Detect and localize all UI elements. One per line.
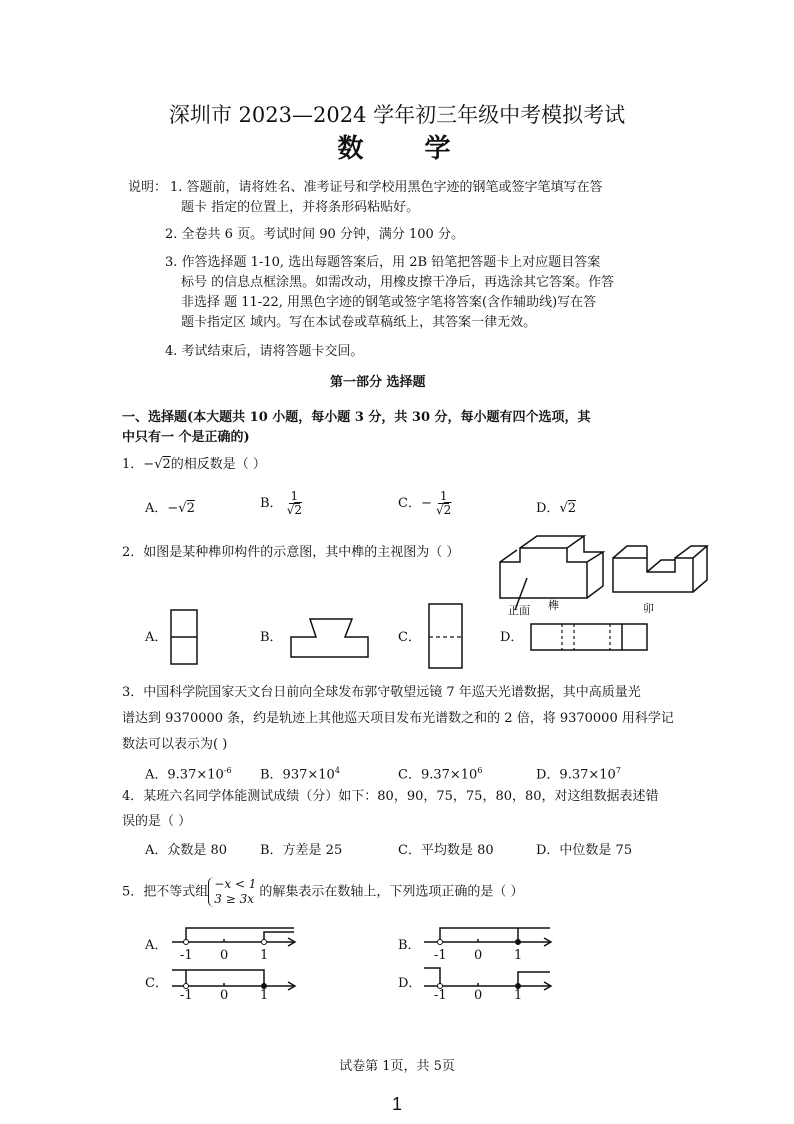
instruction-1b: 题卡 指定的位置上，并将条形码粘贴好。 (181, 200, 420, 215)
page-number: 1 (391, 1094, 402, 1114)
q1-option-d[interactable]: D．√2 (536, 501, 577, 516)
section-intro-b: 中只有一 个是正确的) (122, 430, 250, 445)
instruction-4: 4. 考试结束后，请将答题卡交回。 (165, 344, 364, 359)
label-front: 正面 (508, 604, 530, 617)
q2-option-c-label[interactable]: C． (398, 630, 421, 645)
label-mortise: 卯 (643, 602, 654, 615)
section-intro-a: 一、选择题(本大题共 10 小题，每小题 3 分，共 30 分，每小题有四个选项，其 (122, 410, 591, 425)
question-3-line1: 3．中国科学院国家天文台日前向全球发布郭守敬望远镜 7 年巡天光谱数据，其中高质量光 (122, 685, 641, 700)
q2-option-a-figure[interactable] (170, 609, 200, 665)
tenon-shape (500, 536, 603, 598)
q5-option-a-label[interactable]: A． (145, 938, 168, 953)
q4-option-b[interactable]: B．方差是 25 (260, 843, 343, 858)
q1-stem: 的相反数是（ ） (170, 457, 266, 472)
q3-option-d[interactable]: D．$9.37\times 10^7$ (536, 766, 621, 783)
question-4-line2: 误的是（ ） (122, 814, 192, 829)
q2-option-d-figure[interactable] (530, 623, 650, 653)
q2-option-b-label[interactable]: B． (260, 630, 283, 645)
q4-option-a[interactable]: A．众数是 80 (145, 843, 228, 858)
q1-option-a[interactable]: A．−√2 (145, 501, 195, 516)
instruction-2: 2. 全卷共 6 页。考试时间 90 分钟，满分 100 分。 (165, 227, 464, 242)
q3-option-c[interactable]: C．$9.37\times 10^6$ (398, 766, 483, 783)
inequality-system: −x < 1 3 ≥ 3x (208, 877, 259, 907)
instruction-3c: 非选择 题 11-22, 用黑色字迹的钢笔或签字笔将答案(含作辅助线)写在答 (181, 295, 597, 310)
question-3-line2: 谱达到 9370000 条，约是轨迹上其他巡天项目发布光谱数之和的 2 倍，将 9370000 用科学记 (122, 711, 674, 726)
instruction-3b: 标号 的信息点框涂黑。如需改动，用橡皮擦干净后，再选涂其它答案。作答 (181, 275, 615, 290)
q4-option-c[interactable]: C．平均数是 80 (398, 843, 494, 858)
q5-option-d-label[interactable]: D． (398, 976, 422, 991)
fraction: $\frac{1}{√2}$ (286, 489, 302, 517)
question-3-line3: 数法可以表示为( ) (122, 737, 228, 752)
instruction-3d: 题卡指定区 域内。写在本试卷或草稿纸上，其答案一律无效。 (181, 315, 537, 330)
question-1: 1．−√2的相反数是（ ） (122, 457, 266, 472)
q2-option-b-figure[interactable] (290, 617, 370, 659)
q3-option-b[interactable]: B．$937\times 10^4$ (260, 766, 340, 783)
sqrt-sign: √ (154, 457, 163, 472)
q5-option-b-label[interactable]: B． (398, 938, 421, 953)
subject-title: 数 学 (337, 134, 477, 164)
q1-option-b[interactable]: B． $\frac{1}{√2}$ (260, 489, 302, 517)
exam-title: 深圳市 2023—2024 学年初三年级中考模拟考试 (168, 103, 626, 127)
q2-option-c-figure[interactable] (428, 603, 464, 669)
q1-number: 1． (122, 457, 144, 472)
q2-option-a-label[interactable]: A． (145, 630, 168, 645)
tenon-mortise-figure (495, 530, 715, 610)
q5-option-c-label[interactable]: C． (145, 976, 168, 991)
q1-option-c[interactable]: C．− $\frac{1}{√2}$ (398, 489, 452, 517)
section-title: 第一部分 选择题 (330, 375, 426, 390)
page-info: 试卷第 1页，共 5页 (339, 1059, 455, 1074)
question-5: 5．把不等式组−x < 1 3 ≥ 3x 的解集表示在数轴上，下列选项正确的是（ ） (122, 877, 524, 906)
fraction: $\frac{1}{√2}$ (436, 489, 452, 517)
q2-option-d-label[interactable]: D． (500, 630, 524, 645)
question-2: 2．如图是某种榫卯构件的示意图，其中榫的主视图为（ ） (122, 545, 460, 560)
instructions-label: 说明： (128, 180, 168, 195)
mortise-shape (613, 546, 707, 592)
label-tenon: 榫 (548, 599, 559, 612)
question-4-line1: 4．某班六名同学体能测试成绩（分）如下：80，90，75，75，80，80，对这组数据表述错 (122, 789, 659, 804)
q4-option-d[interactable]: D．中位数是 75 (536, 843, 633, 858)
instruction-3a: 3. 作答选择题 1-10, 选出每题答案后，用 2B 铅笔把答题卡上对应题目答案 (165, 255, 601, 270)
instruction-1a: 1. 答题前，请将姓名、准考证号和学校用黑色字迹的钢笔或签字笔填写在答 (170, 180, 603, 195)
q3-option-a[interactable]: A．$9.37\times 10^{-6}$ (145, 766, 232, 783)
